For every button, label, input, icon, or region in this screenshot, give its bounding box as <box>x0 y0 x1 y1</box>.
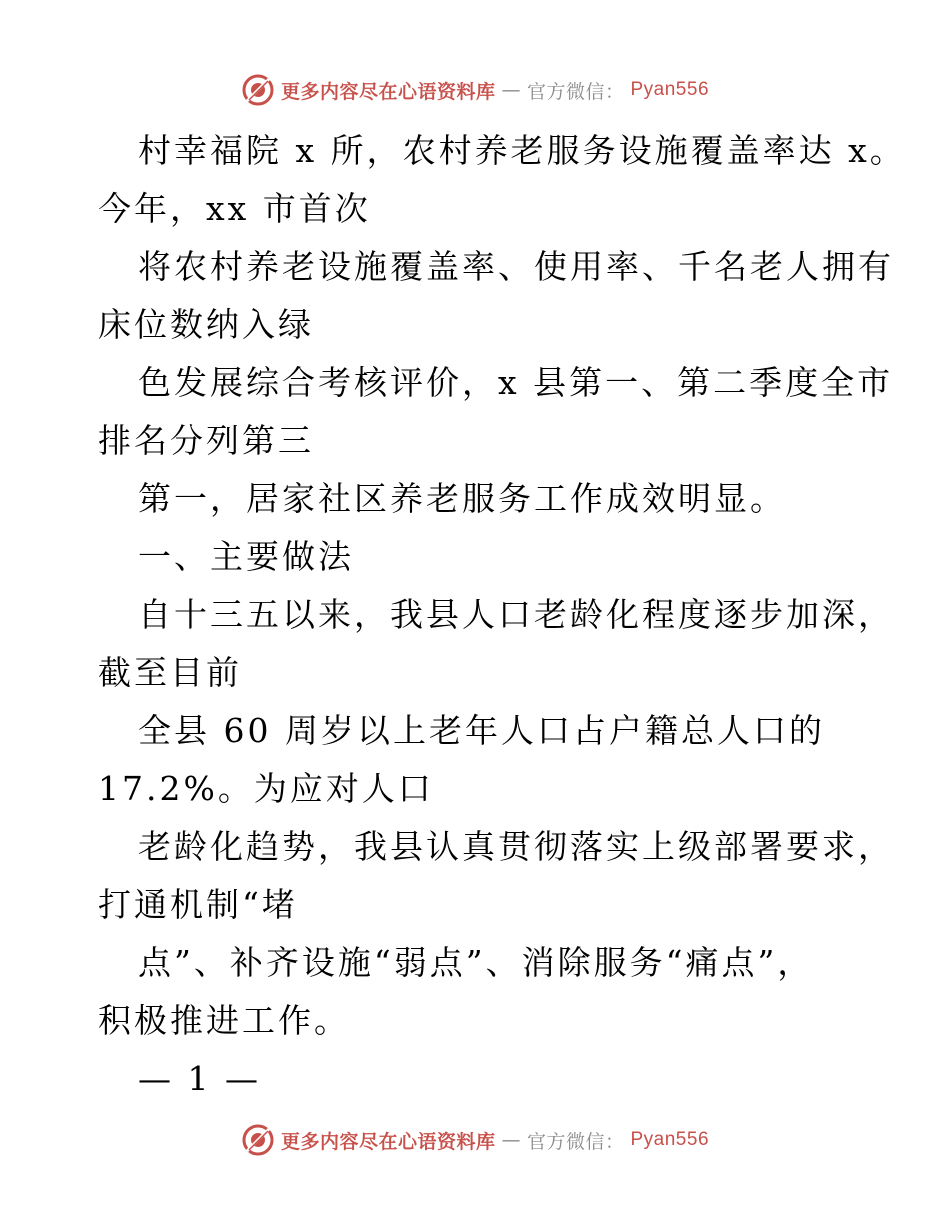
text-line: 将农村养老设施覆盖率、使用率、千名老人拥有 <box>138 247 894 286</box>
logo-icon <box>241 73 275 107</box>
text-line: 老龄化趋势，我县认真贯彻落实上级部署要求， <box>138 827 894 866</box>
watermark-separator: — <box>501 1129 521 1151</box>
text-line: 色发展综合考核评价，x 县第一、第二季度全市 <box>138 363 894 402</box>
text-line: 点”、补齐设施“弱点”、消除服务“痛点”， <box>138 943 814 982</box>
page-number: — 1 — <box>138 1059 261 1098</box>
footer-watermark <box>0 1120 950 1160</box>
text-line: 17.2%。为应对人口 <box>98 769 434 808</box>
text-line: 打通机制“堵 <box>98 885 298 924</box>
watermark-label: 官方微信： <box>526 1130 625 1153</box>
text-line: 积极推进工作。 <box>98 1001 350 1040</box>
watermark-label: 官方微信： <box>526 80 625 103</box>
document-body <box>98 122 906 1108</box>
watermark-brand: 更多内容尽在心语资料库 <box>280 80 496 103</box>
watermark-id: Pyan556 <box>630 79 710 100</box>
watermark-separator: — <box>501 79 521 101</box>
text-line: 截至目前 <box>98 653 242 692</box>
header-watermark <box>0 70 950 110</box>
text-line: 排名分列第三 <box>98 421 314 460</box>
text-line: 第一，居家社区养老服务工作成效明显。 <box>138 479 786 518</box>
text-line: 村幸福院 x 所，农村养老服务设施覆盖率达 x。 <box>138 131 906 170</box>
section-heading: 一、主要做法 <box>138 537 354 576</box>
logo-icon <box>241 1123 275 1157</box>
text-line: 全县 60 周岁以上老年人口占户籍总人口的 <box>138 711 825 750</box>
text-line: 自十三五以来，我县人口老龄化程度逐步加深， <box>138 595 894 634</box>
watermark-brand: 更多内容尽在心语资料库 <box>280 1130 496 1153</box>
text-line: 今年，xx 市首次 <box>98 189 371 228</box>
text-line: 床位数纳入绿 <box>98 305 314 344</box>
watermark-id: Pyan556 <box>630 1129 710 1150</box>
